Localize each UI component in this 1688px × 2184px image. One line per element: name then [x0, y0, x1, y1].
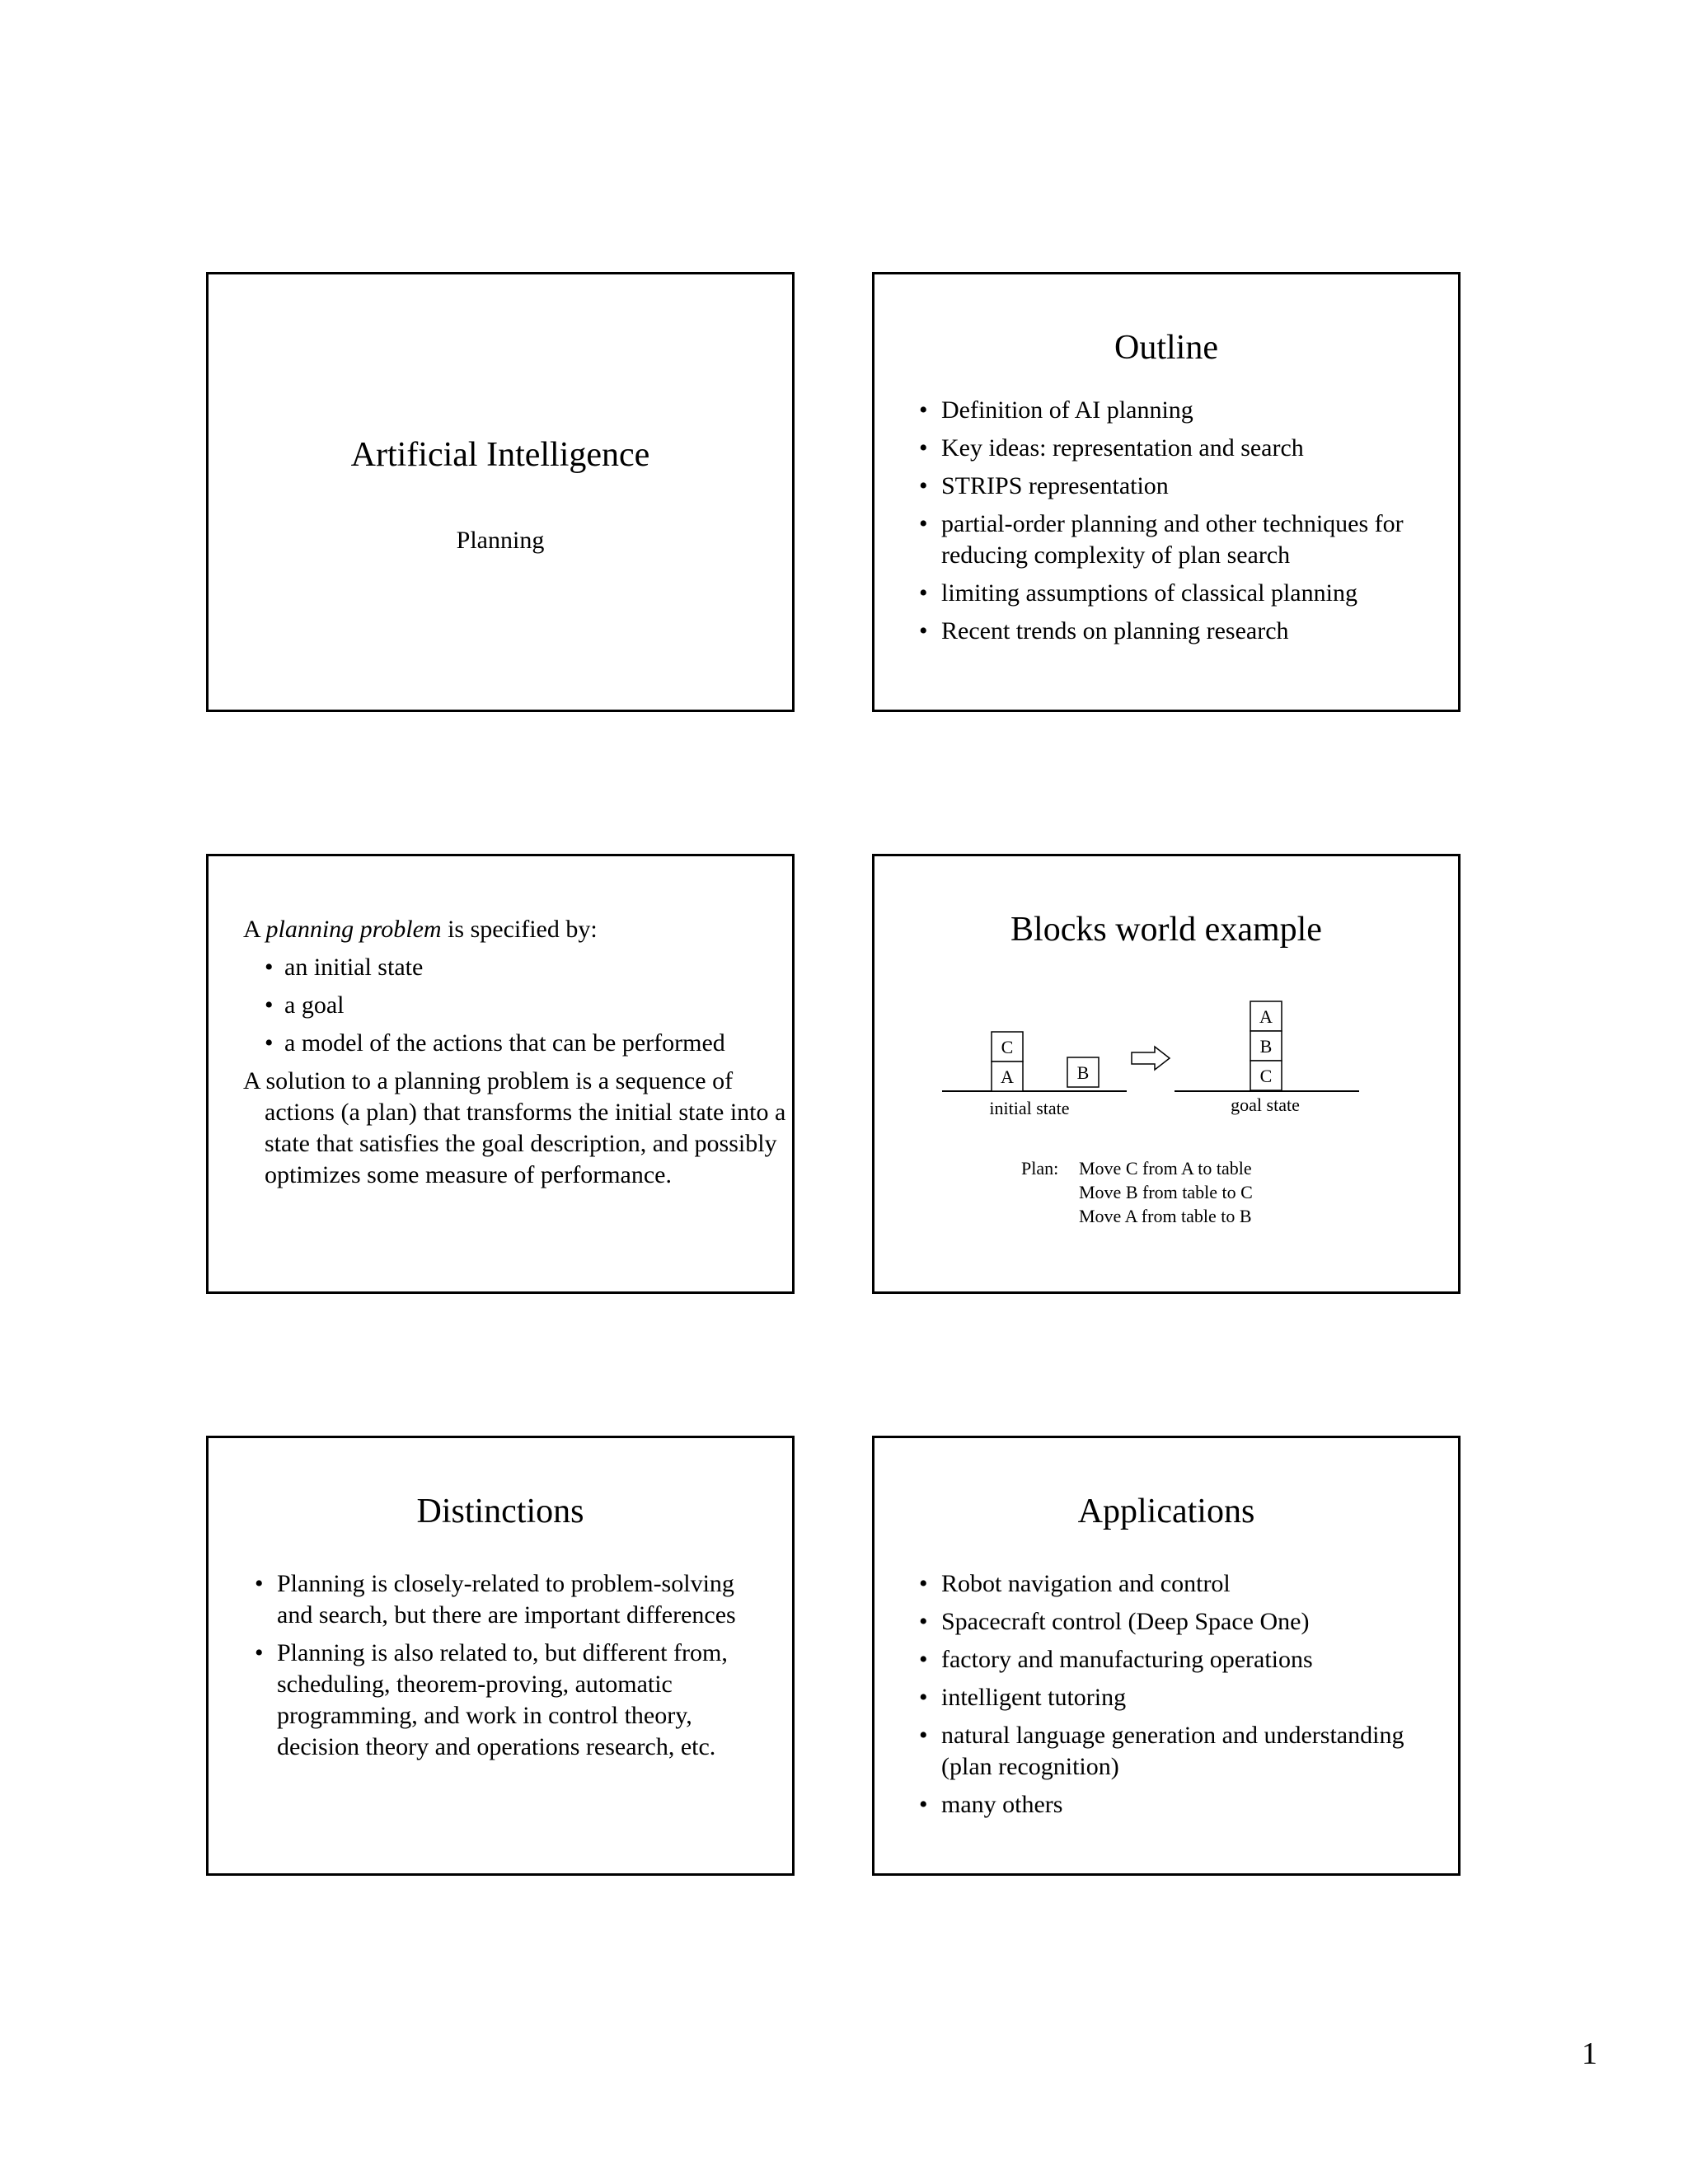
- applications-item: • factory and manufacturing operations: [919, 1644, 1430, 1675]
- outline-item: • limiting assumptions of classical planning: [919, 578, 1447, 609]
- block-label: A: [1259, 1006, 1273, 1027]
- planning-problem-item: • an initial state: [265, 952, 787, 983]
- plan-label: Plan:: [1021, 1158, 1059, 1179]
- outline-list: [919, 395, 1447, 654]
- slide-planning-problem: [206, 854, 795, 1294]
- outline-item: • partial-order planning and other techniques for reducing complexity of plan search: [919, 509, 1447, 571]
- planning-problem-item: • a model of the actions that can be performed: [265, 1028, 787, 1059]
- distinctions-title: Distinctions: [416, 1493, 584, 1530]
- outline-item: • Recent trends on planning research: [919, 616, 1447, 647]
- plan-step: Move A from table to B: [1079, 1206, 1252, 1226]
- planning-problem-body: [243, 914, 787, 1191]
- plan-steps: [1021, 1156, 1253, 1228]
- applications-item: • many others: [919, 1789, 1430, 1821]
- lead-suffix: is specified by:: [441, 916, 598, 943]
- slide-title: [206, 272, 795, 712]
- goal-state-label: goal state: [1231, 1094, 1300, 1115]
- slide-title-subtitle: Planning: [456, 527, 545, 554]
- distinctions-item: • Planning is closely-related to problem-solving and search, but there are important differences: [255, 1568, 749, 1631]
- outline-item: • Definition of AI planning: [919, 395, 1447, 426]
- outline-title: Outline: [1114, 329, 1218, 367]
- applications-item: • intelligent tutoring: [919, 1682, 1430, 1713]
- block-label: A: [1001, 1066, 1014, 1087]
- distinctions-list: [255, 1568, 749, 1769]
- plan-step: Move B from table to C: [1079, 1182, 1253, 1202]
- applications-list: [919, 1568, 1430, 1827]
- plan-row: [1021, 1204, 1253, 1228]
- plan-row: [1021, 1156, 1253, 1180]
- block-label: B: [1076, 1062, 1090, 1083]
- plan-row: [1021, 1180, 1253, 1204]
- slide-title-heading: Artificial Intelligence: [350, 436, 650, 474]
- slide-outline: [872, 272, 1461, 712]
- applications-item: • Robot navigation and control: [919, 1568, 1430, 1600]
- outline-item: • STRIPS representation: [919, 471, 1447, 502]
- distinctions-item: • Planning is also related to, but different from, scheduling, theorem-proving, automatic programming, and work in control theory, decision theory and operations research, etc.: [255, 1638, 749, 1763]
- applications-title: Applications: [1077, 1493, 1255, 1530]
- initial-state-label: initial state: [989, 1098, 1070, 1118]
- arrow-right-icon: [1132, 1047, 1170, 1070]
- blocks-world-title: Blocks world example: [1010, 911, 1322, 949]
- block-label: B: [1259, 1036, 1273, 1057]
- planning-problem-item: • a goal: [265, 990, 787, 1021]
- lead-prefix: A: [243, 916, 266, 943]
- page-number: 1: [1582, 2036, 1597, 2071]
- outline-item: • Key ideas: representation and search: [919, 433, 1447, 464]
- planning-solution-text: A solution to a planning problem is a sequence of actions (a plan) that transforms the initial state into a state that satisfies the goal description, and possibly optimizes some measure of performance.: [243, 1067, 786, 1188]
- block-label: C: [1259, 1066, 1273, 1086]
- applications-item: • natural language generation and understanding (plan recognition): [919, 1720, 1430, 1783]
- applications-item: • Spacecraft control (Deep Space One): [919, 1606, 1430, 1638]
- slide-distinctions: [206, 1436, 795, 1876]
- block-label: C: [1001, 1037, 1014, 1057]
- planning-problem-lead: [243, 914, 787, 945]
- lead-term: planning problem: [265, 916, 442, 943]
- planning-problem-list: [243, 952, 787, 1059]
- plan-step: Move C from A to table: [1079, 1158, 1252, 1179]
- slide-blocks-world: [872, 854, 1461, 1294]
- slide-applications: [872, 1436, 1461, 1876]
